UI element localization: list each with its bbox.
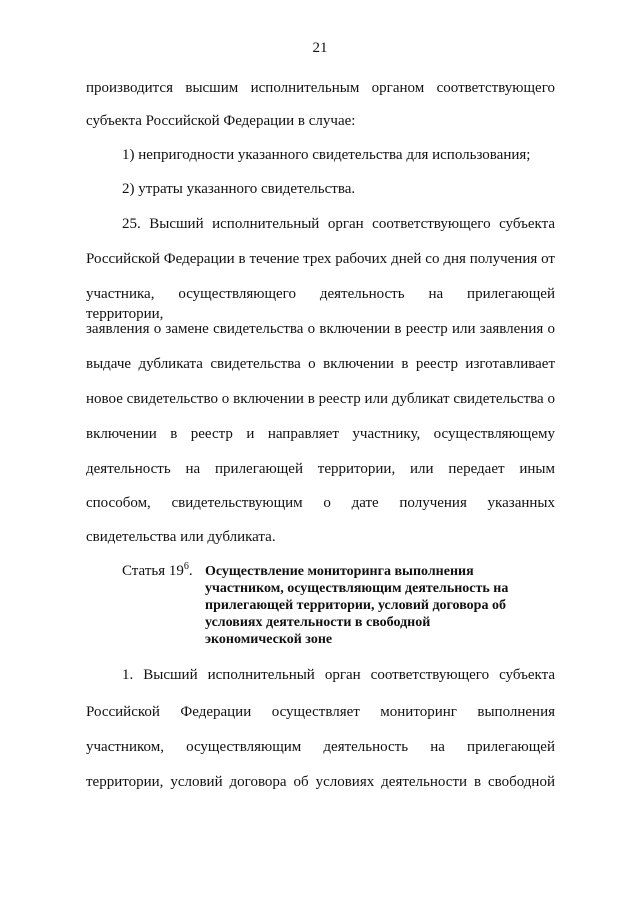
text-line: выдаче дубликата свидетельства о включении в реестр изготавливает xyxy=(86,356,555,372)
text-line: деятельность на прилегающей территории, или передает иным xyxy=(86,461,555,477)
page-number: 21 xyxy=(312,40,328,56)
article-superscript: 6 xyxy=(183,561,189,572)
text-line: включении в реестр и направляет участнику, осуществляющему xyxy=(86,426,555,442)
text-line: заявления о замене свидетельства о включении в реестр или заявления о xyxy=(86,321,555,337)
text-line: способом, свидетельствующим о дате получения указанных xyxy=(86,495,555,511)
article-title-line: прилегающей территории, условий договора об xyxy=(205,598,506,613)
article-label xyxy=(122,563,193,580)
list-item: 2) утраты указанного свидетельства. xyxy=(122,181,356,197)
text-line: свидетельства или дубликата. xyxy=(86,529,276,545)
text-line: Российской Федерации осуществляет мониторинг выполнения xyxy=(86,704,555,720)
article-title-line: Осуществление мониторинга выполнения xyxy=(205,564,474,579)
text-line: участника, осуществляющего деятельность на прилегающей территории, xyxy=(86,286,555,322)
text-line: Российской Федерации в течение трех рабочих дней со дня получения от xyxy=(86,251,555,267)
article-label-suffix: . xyxy=(188,563,193,579)
text-line: 25. Высший исполнительный орган соответствующего субъекта xyxy=(122,216,555,232)
text-line: территории, условий договора об условиях деятельности в свободной xyxy=(86,774,555,790)
list-item: 1) непригодности указанного свидетельства для использования; xyxy=(122,147,531,163)
article-title-line: условиях деятельности в свободной xyxy=(205,615,431,630)
text-line: участником, осуществляющим деятельность на прилегающей xyxy=(86,739,555,755)
article-title-line: участником, осуществляющим деятельность на xyxy=(205,581,509,596)
text-line: новое свидетельство о включении в реестр или дубликат свидетельства о xyxy=(86,391,555,407)
article-title xyxy=(205,563,535,648)
text-line: производится высшим исполнительным органом соответствующего xyxy=(86,80,555,96)
text-line: субъекта Российской Федерации в случае: xyxy=(86,113,356,129)
text-line: 1. Высший исполнительный орган соответствующего субъекта xyxy=(122,667,555,683)
article-number: Статья 19 xyxy=(122,563,184,579)
article-title-line: экономической зоне xyxy=(205,632,333,647)
